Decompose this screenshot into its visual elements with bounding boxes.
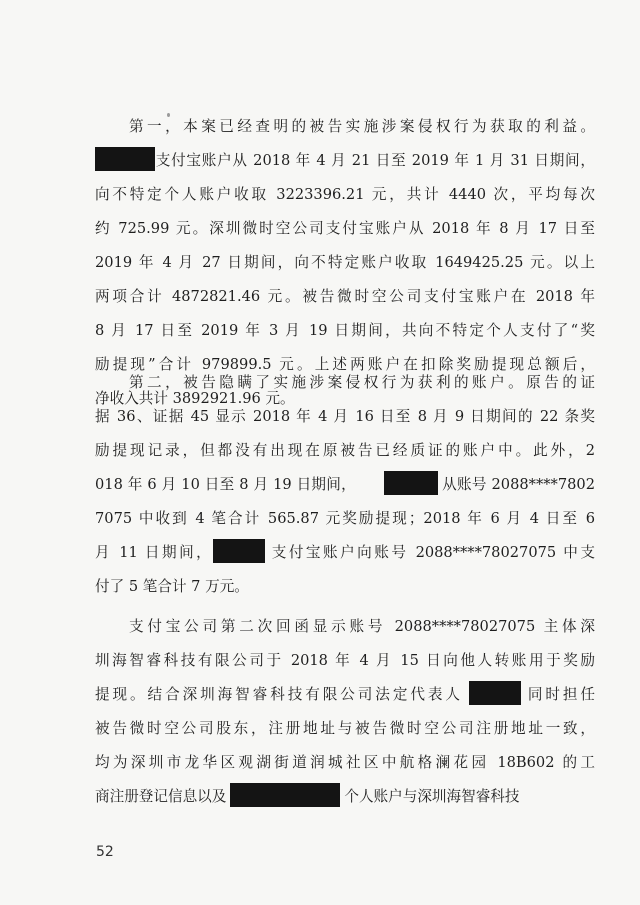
text-line: 7075 中收到 4 笔合计 565.87 元奖励提现；2018 年 6 月 4 日至 6 [95,510,595,527]
text-line: 励提现记录，但都没有出现在原被告已经质证的账户中。此外，2 [95,442,595,459]
redaction-block [95,147,155,171]
redaction-block [230,783,340,807]
text-line: 净收入共计 3892921.96 元。 [95,390,295,407]
text-line: 支付宝公司第二次回函显示账号 2088****78027075 主体深 [129,618,595,635]
text-line: 8 月 17 日至 2019 年 3 月 19 日期间，共向不特定个人支付了“奖 [95,322,595,339]
text-line: 励提现”合计 979899.5 元。上述两账户在扣除奖励提现总额后， [95,356,595,373]
text-line: 第一，本案已经查明的被告实施涉案侵权行为获取的利益。 [129,118,595,135]
text-line [95,678,595,712]
redaction-block [384,471,438,495]
text-fragment: 支付宝账户向账号 2088****78027075 中支 [269,544,595,561]
redaction-block [469,681,521,705]
paragraph-2 [95,366,595,604]
text-line: 两项合计 4872821.46 元。被告微时空公司支付宝账户在 2018 年 [95,288,595,305]
text-line [95,780,595,814]
text-line: 第二，被告隐瞒了实施涉案侵权行为获利的账户。原告的证 [129,374,595,391]
text-fragment: 个人账户与深圳海智睿科技 [344,788,520,805]
text-fragment: 商注册登记信息以及 [95,788,227,805]
text-line: 付了 5 笔合计 7 万元。 [95,578,249,595]
text-line: 据 36、证据 45 显示 2018 年 4 月 16 日至 8 月 9 日期间的 22 条奖 [95,408,595,425]
text-fragment: 018 年 6 月 10 日至 8 月 19 日期间， [95,476,356,493]
text-line: 均为深圳市龙华区观湖街道润城社区中航格澜花园 18B602 的工 [95,754,595,771]
text-line [95,468,595,502]
text-line [95,536,595,570]
text-line: 圳海智睿科技有限公司于 2018 年 4 月 15 日向他人转账用于奖励 [95,652,595,669]
text-fragment: 月 11 日期间， [95,544,214,561]
text-fragment: 同时担任 [524,686,595,703]
paragraph-3 [95,610,595,814]
text-line: 约 725.99 元。深圳微时空公司支付宝账户从 2018 年 8 月 17 日至 [95,220,595,237]
text-line: 被告微时空公司股东，注册地址与被告微时空公司注册地址一致， [95,720,595,737]
page-number: 52 [96,844,114,860]
text-line: 2019 年 4 月 27 日期间，向不特定账户收取 1649425.25 元。以上 [95,254,595,271]
text-line: 向不特定个人账户收取 3223396.21 元，共计 4440 次，平均每次 [95,186,595,203]
text-fragment: 支付宝账户从 2018 年 4 月 21 日至 2019 年 1 月 31 日期间， [155,152,595,169]
text-fragment: 提现。结合深圳海智睿科技有限公司法定代表人 [95,686,463,703]
text-fragment: 从账号 2088****7802 [441,476,595,493]
redaction-block [213,539,265,563]
text-line [95,144,595,178]
